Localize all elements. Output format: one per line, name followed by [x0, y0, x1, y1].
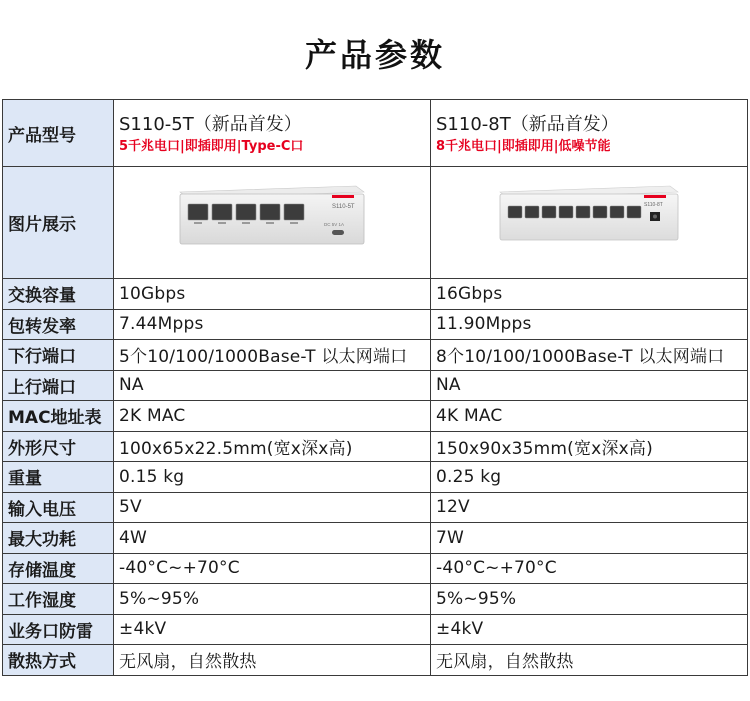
- product-b-model: [431, 100, 748, 167]
- spec-table: [2, 99, 748, 676]
- spec-row: [3, 370, 748, 401]
- product-b-name: S110-8T（新品首发）: [436, 114, 619, 135]
- product-b-tagline: 8千兆电口|即插即用|低噪节能: [436, 139, 611, 154]
- product-b-value: 无风扇，自然散热: [431, 645, 748, 676]
- product-a-tagline: 5千兆电口|即插即用|Type-C口: [119, 139, 304, 154]
- product-b-image-cell: [431, 167, 748, 279]
- spec-row: [3, 340, 748, 371]
- row-label: 交换容量: [3, 279, 114, 310]
- product-b-value: 4K MAC: [431, 401, 748, 432]
- product-a-image: [172, 184, 372, 256]
- product-a-image-cell: [114, 167, 431, 279]
- spec-row: [3, 279, 748, 310]
- product-a-value: 10Gbps: [114, 279, 431, 310]
- row-label: 散热方式: [3, 645, 114, 676]
- row-label: MAC地址表: [3, 401, 114, 432]
- product-a-value: 0.15 kg: [114, 462, 431, 493]
- product-a-value: 2K MAC: [114, 401, 431, 432]
- spec-row: [3, 431, 748, 462]
- product-a-value: 4W: [114, 523, 431, 554]
- product-a-value: 5%~95%: [114, 584, 431, 615]
- product-b-value: 5%~95%: [431, 584, 748, 615]
- product-b-value: 7W: [431, 523, 748, 554]
- product-a-value: 5个10/100/1000Base-T 以太网端口: [114, 340, 431, 371]
- product-a-value: -40°C~+70°C: [114, 553, 431, 584]
- row-label: 最大功耗: [3, 523, 114, 554]
- spec-row: [3, 401, 748, 432]
- row-label: 下行端口: [3, 340, 114, 371]
- product-b-device-label: S110-8T: [644, 202, 663, 208]
- product-a-device-label: S110-5T: [332, 204, 355, 210]
- spec-row: [3, 309, 748, 340]
- row-label: 上行端口: [3, 370, 114, 401]
- product-a-port-label: DC 5V 1A: [324, 222, 345, 227]
- product-b-value: 11.90Mpps: [431, 309, 748, 340]
- image-row: [3, 167, 748, 279]
- row-label: 业务口防雷: [3, 614, 114, 645]
- page-title: 产品参数: [304, 36, 445, 74]
- model-row: [3, 100, 748, 167]
- product-a-value: 无风扇，自然散热: [114, 645, 431, 676]
- product-a-value: 100x65x22.5mm(宽x深x高): [114, 431, 431, 462]
- product-a-value: 5V: [114, 492, 431, 523]
- spec-row: [3, 492, 748, 523]
- product-a-value: 7.44Mpps: [114, 309, 431, 340]
- spec-row: [3, 645, 748, 676]
- product-b-value: -40°C~+70°C: [431, 553, 748, 584]
- spec-row: [3, 462, 748, 493]
- product-b-value: 8个10/100/1000Base-T 以太网端口: [431, 340, 748, 371]
- spec-row: [3, 523, 748, 554]
- product-b-value: NA: [431, 370, 748, 401]
- row-label: 存储温度: [3, 553, 114, 584]
- row-label: 产品型号: [3, 100, 114, 167]
- spec-row: [3, 553, 748, 584]
- row-label: 包转发率: [3, 309, 114, 340]
- product-a-value: ±4kV: [114, 614, 431, 645]
- spec-row: [3, 614, 748, 645]
- product-a-model: [114, 100, 431, 167]
- row-label: 重量: [3, 462, 114, 493]
- spec-row: [3, 584, 748, 615]
- product-b-value: 150x90x35mm(宽x深x高): [431, 431, 748, 462]
- row-label: 外形尺寸: [3, 431, 114, 462]
- product-b-image: [494, 184, 684, 256]
- row-label: 输入电压: [3, 492, 114, 523]
- product-b-value: 0.25 kg: [431, 462, 748, 493]
- product-b-value: 16Gbps: [431, 279, 748, 310]
- product-a-name: S110-5T（新品首发）: [119, 114, 302, 135]
- product-b-value: 12V: [431, 492, 748, 523]
- row-label: 工作湿度: [3, 584, 114, 615]
- row-label: 图片展示: [3, 167, 114, 279]
- product-b-value: ±4kV: [431, 614, 748, 645]
- product-a-value: NA: [114, 370, 431, 401]
